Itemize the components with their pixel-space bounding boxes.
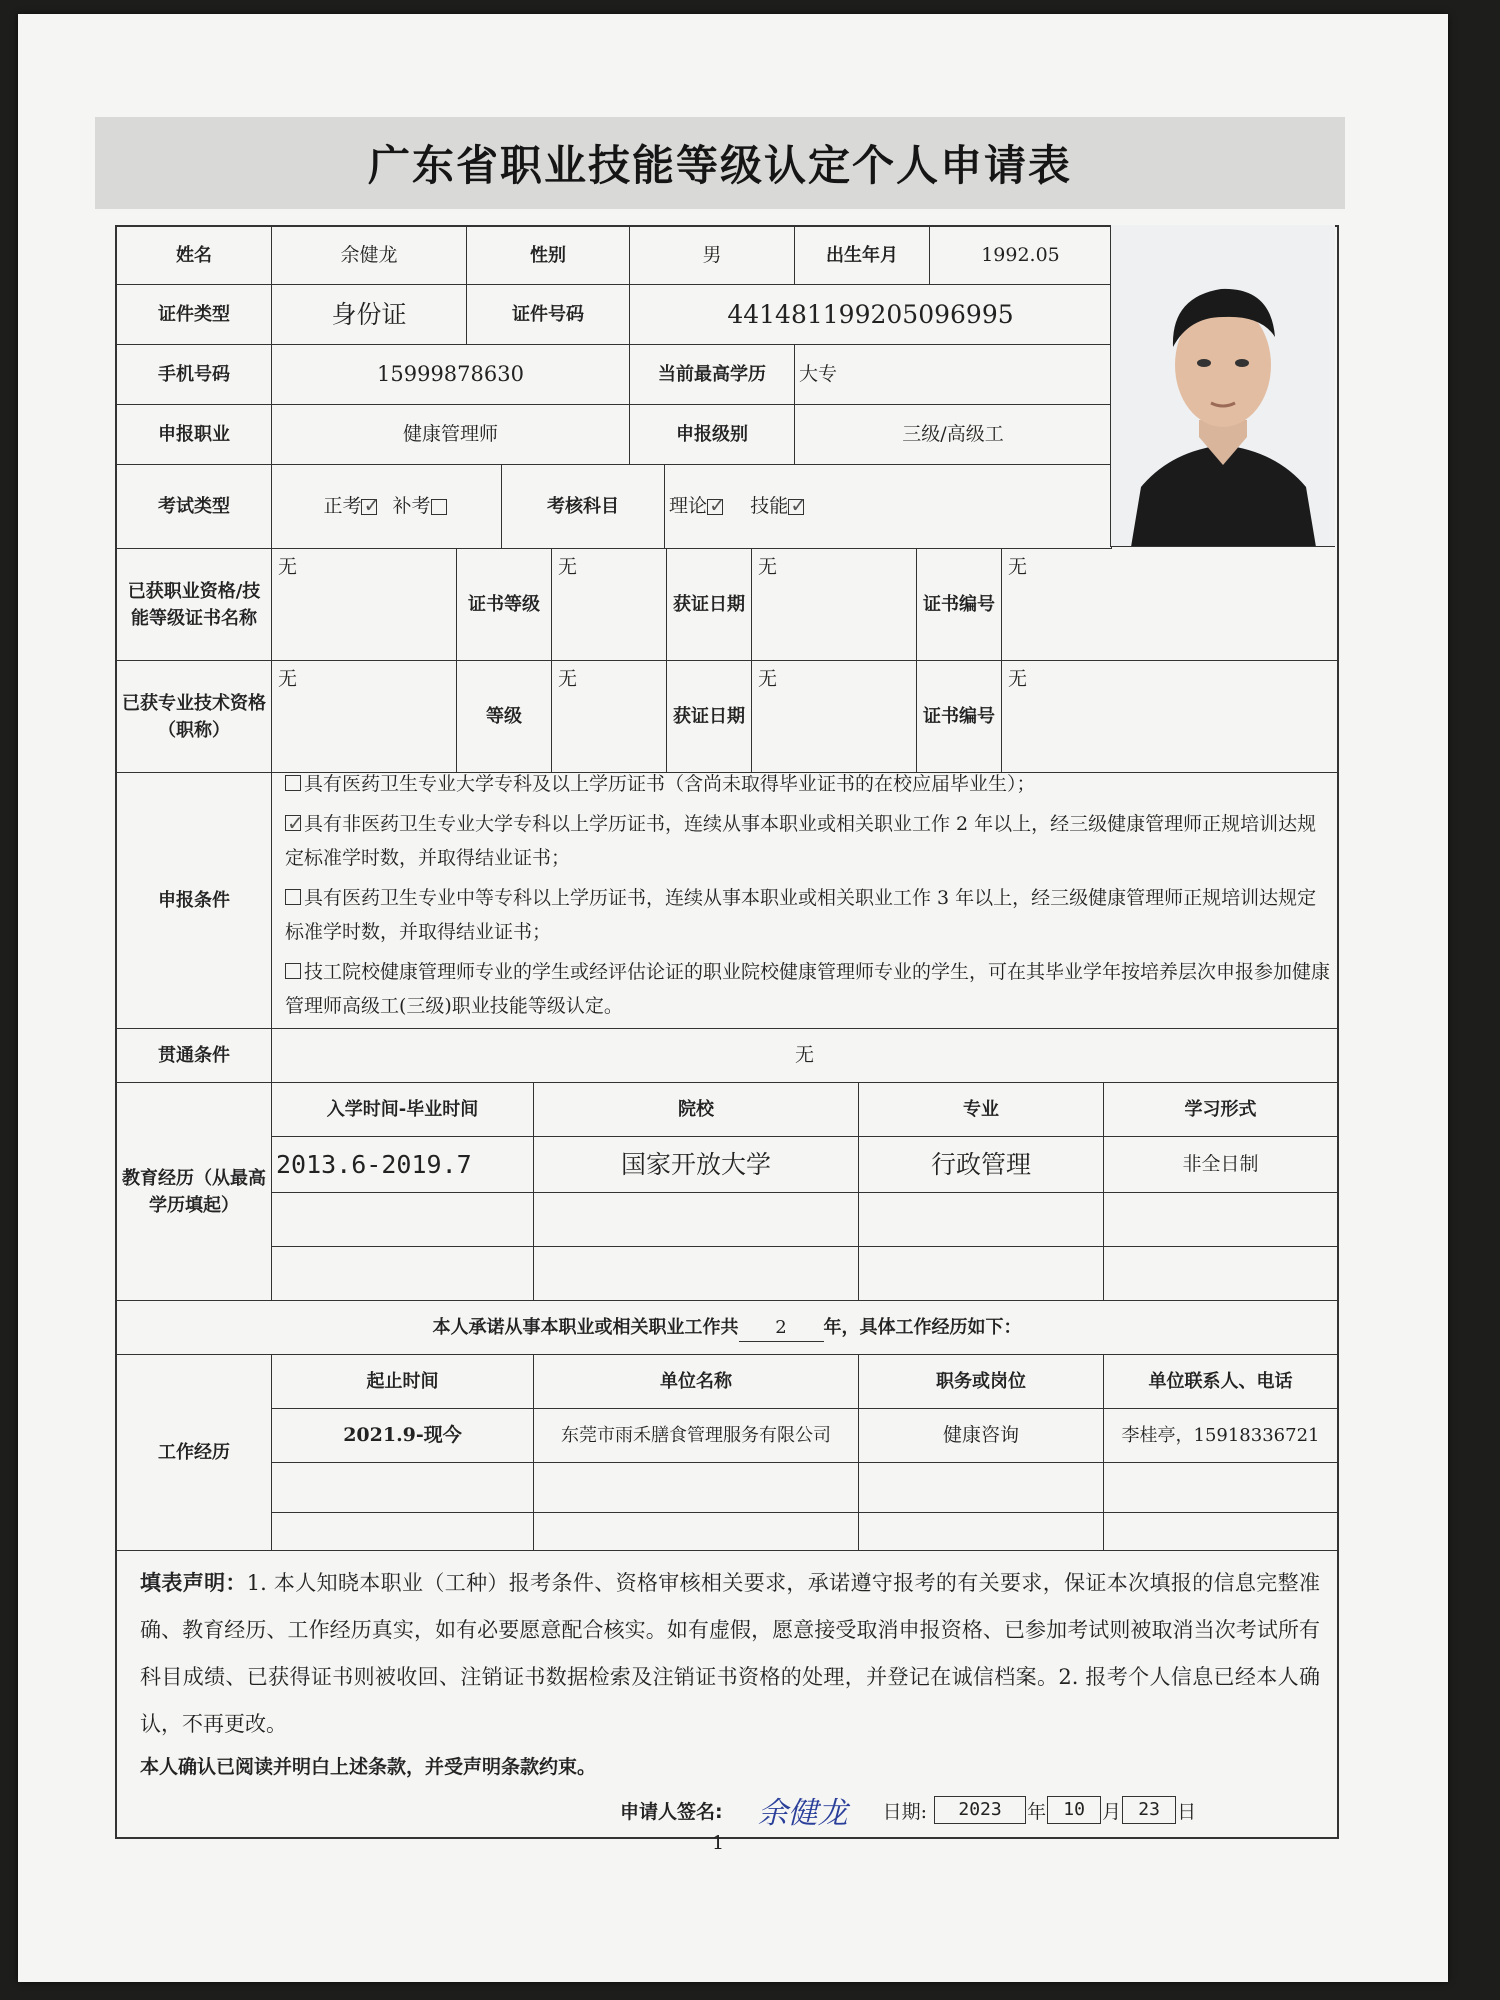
work-header-position: 职务或岗位: [859, 1355, 1104, 1409]
label-gender: 性别: [467, 227, 630, 285]
label-cert-level: 证书等级: [457, 549, 552, 661]
work-empty-cell: [534, 1513, 859, 1551]
condition-text-1: 具有医药卫生专业大学专科及以上学历证书（含尚未取得毕业证书的在校应届毕业生）；: [304, 773, 1036, 795]
work-row-period: 2021.9-现今: [272, 1409, 534, 1463]
date-month-box: 10: [1047, 1796, 1101, 1824]
work-empty-cell: [534, 1463, 859, 1513]
exam-type-options: [272, 465, 502, 549]
work-promise-prefix: 本人承诺从事本职业或相关职业工作共: [432, 1317, 739, 1338]
edu-row-school: 国家开放大学: [534, 1137, 859, 1193]
label-title-date: 获证日期: [667, 661, 752, 773]
checkbox-skill[interactable]: [788, 499, 804, 515]
label-level: 申报级别: [630, 405, 795, 465]
edu-empty-cell: [859, 1193, 1104, 1247]
signature-handwritten: 余健龙: [757, 1796, 848, 1831]
label-work: 工作经历: [117, 1355, 272, 1551]
work-promise: [117, 1301, 1337, 1355]
value-id-no: 441481199205096995: [630, 285, 1112, 345]
label-tech-title: 已获专业技术资格（职称）: [117, 661, 272, 773]
edu-empty-cell: [534, 1193, 859, 1247]
value-get-date: 无: [752, 549, 917, 661]
edu-row-period: 2013.6-2019.7: [272, 1137, 534, 1193]
label-conditions: 申报条件: [117, 773, 272, 1029]
edu-empty-cell: [1104, 1193, 1337, 1247]
work-promise-suffix: 年，具体工作经历如下：: [823, 1317, 1022, 1338]
date-year-box: 2023: [934, 1796, 1026, 1824]
value-cert-no: 无: [1002, 549, 1337, 661]
label-cert-no: 证书编号: [917, 549, 1002, 661]
value-title-no: 无: [1002, 661, 1337, 773]
edu-empty-cell: [1104, 1247, 1337, 1301]
condition-text-4: 技工院校健康管理师专业的学生或经评估论证的职业院校健康管理师专业的学生，可在其毕业学年按培养层次申报参加健康管理师高级工(三级)职业技能等级认定。: [285, 961, 1331, 1017]
checkbox-theory[interactable]: [707, 499, 723, 515]
value-title-date: 无: [752, 661, 917, 773]
label-name: 姓名: [117, 227, 272, 285]
label-title-no: 证书编号: [917, 661, 1002, 773]
work-row-contact: 李桂亭，15918336721: [1104, 1409, 1337, 1463]
label-occupation: 申报职业: [117, 405, 272, 465]
declaration: [140, 1560, 1320, 1748]
label-get-date: 获证日期: [667, 549, 752, 661]
subject-option-theory: 理论: [669, 495, 708, 518]
label-through: 贯通条件: [117, 1029, 272, 1083]
label-birth: 出生年月: [795, 227, 930, 285]
label-edu-level: 当前最高学历: [630, 345, 795, 405]
edu-header-mode: 学习形式: [1104, 1083, 1337, 1137]
signature-row: [620, 1788, 1320, 1832]
condition-text-3: 具有医药卫生专业中等专科以上学历证书，连续从事本职业或相关职业工作 3 年以上，经三级健康管理师正规培训达规定标准学时数，并取得结业证书；: [285, 887, 1317, 943]
work-empty-cell: [1104, 1513, 1337, 1551]
label-id-type: 证件类型: [117, 285, 272, 345]
value-name: 余健龙: [272, 227, 467, 285]
declaration-text: 1. 本人知晓本职业（工种）报考条件、资格审核相关要求，承诺遵守报考的有关要求，保证本次填报的信息完整准确、教育经历、工作经历真实，如有必要愿意配合核实。如有虚假，愿意接受取消申报资格、已参加考试则被取消当次考试所有科目成绩、已获得证书则被收回、注销证书数据检索及注销证书资格的处理，并登记在诚信档案。2. 报考个人信息已经本人确认，不再更改。: [140, 1571, 1320, 1736]
edu-row-mode: 非全日制: [1104, 1137, 1337, 1193]
work-empty-cell: [859, 1513, 1104, 1551]
condition-text-2: 具有非医药卫生专业大学专科以上学历证书，连续从事本职业或相关职业工作 2 年以上，经三级健康管理师正规培训达规定标准学时数，并取得结业证书；: [285, 813, 1317, 869]
value-cert-level: 无: [552, 549, 667, 661]
checkbox-condition-2[interactable]: [285, 815, 301, 831]
condition-item: [285, 767, 1333, 801]
value-title-level: 无: [552, 661, 667, 773]
label-exam-subject: 考核科目: [502, 465, 665, 549]
work-empty-cell: [859, 1463, 1104, 1513]
edu-empty-cell: [272, 1247, 534, 1301]
edu-row-major: 行政管理: [859, 1137, 1104, 1193]
checkbox-condition-1[interactable]: [285, 775, 301, 791]
edu-empty-cell: [534, 1247, 859, 1301]
edu-empty-cell: [859, 1247, 1104, 1301]
exam-option-makeup: 补考: [392, 495, 431, 518]
form-title: 广东省职业技能等级认定个人申请表: [95, 117, 1345, 209]
edu-empty-cell: [272, 1193, 534, 1247]
exam-option-regular: 正考: [323, 495, 362, 518]
value-occupation: 健康管理师: [272, 405, 630, 465]
label-date: 日期:: [882, 1800, 928, 1823]
label-signature: 申请人签名:: [620, 1800, 723, 1823]
subject-option-skill: 技能: [750, 495, 789, 518]
edu-header-major: 专业: [859, 1083, 1104, 1137]
label-title-level: 等级: [457, 661, 552, 773]
label-exam-type: 考试类型: [117, 465, 272, 549]
work-header-period: 起止时间: [272, 1355, 534, 1409]
label-day: 日: [1177, 1800, 1197, 1823]
checkbox-condition-3[interactable]: [285, 889, 301, 905]
label-id-no: 证件号码: [467, 285, 630, 345]
checkbox-makeup-exam[interactable]: [431, 499, 447, 515]
condition-item: [285, 955, 1333, 1023]
value-level: 三级/高级工: [795, 405, 1112, 465]
work-years: 2: [739, 1314, 824, 1342]
label-qual-cert: 已获职业资格/技能等级证书名称: [117, 549, 272, 661]
work-row-company: 东莞市雨禾膳食管理服务有限公司: [534, 1409, 859, 1463]
page-number: 1: [712, 1832, 725, 1854]
declaration-heading: 填表声明：: [140, 1571, 247, 1595]
date-day-box: 23: [1122, 1796, 1176, 1824]
label-phone: 手机号码: [117, 345, 272, 405]
value-phone: 15999878630: [272, 345, 630, 405]
work-empty-cell: [272, 1463, 534, 1513]
value-edu-level: 大专: [795, 345, 1112, 405]
work-empty-cell: [272, 1513, 534, 1551]
checkbox-condition-4[interactable]: [285, 963, 301, 979]
condition-item: [285, 881, 1333, 949]
edu-header-school: 院校: [534, 1083, 859, 1137]
label-year: 年: [1027, 1800, 1047, 1823]
value-through: 无: [272, 1029, 1337, 1083]
condition-item: [285, 807, 1333, 875]
work-header-company: 单位名称: [534, 1355, 859, 1409]
work-empty-cell: [1104, 1463, 1337, 1513]
applicant-photo: [1110, 225, 1335, 547]
label-month: 月: [1102, 1800, 1122, 1823]
exam-subject-options: [665, 465, 1112, 549]
value-gender: 男: [630, 227, 795, 285]
value-birth: 1992.05: [930, 227, 1112, 285]
value-tech-title: 无: [272, 661, 457, 773]
value-id-type: 身份证: [272, 285, 467, 345]
work-header-contact: 单位联系人、电话: [1104, 1355, 1337, 1409]
conditions-list: [285, 767, 1333, 1025]
edu-header-period: 入学时间-毕业时间: [272, 1083, 534, 1137]
checkbox-regular-exam[interactable]: [361, 499, 377, 515]
label-education: 教育经历（从最高学历填起）: [117, 1083, 272, 1301]
work-row-position: 健康咨询: [859, 1409, 1104, 1463]
confirm-statement: 本人确认已阅读并明白上述条款，并受声明条款约束。: [140, 1756, 597, 1778]
value-qual-cert: 无: [272, 549, 457, 661]
